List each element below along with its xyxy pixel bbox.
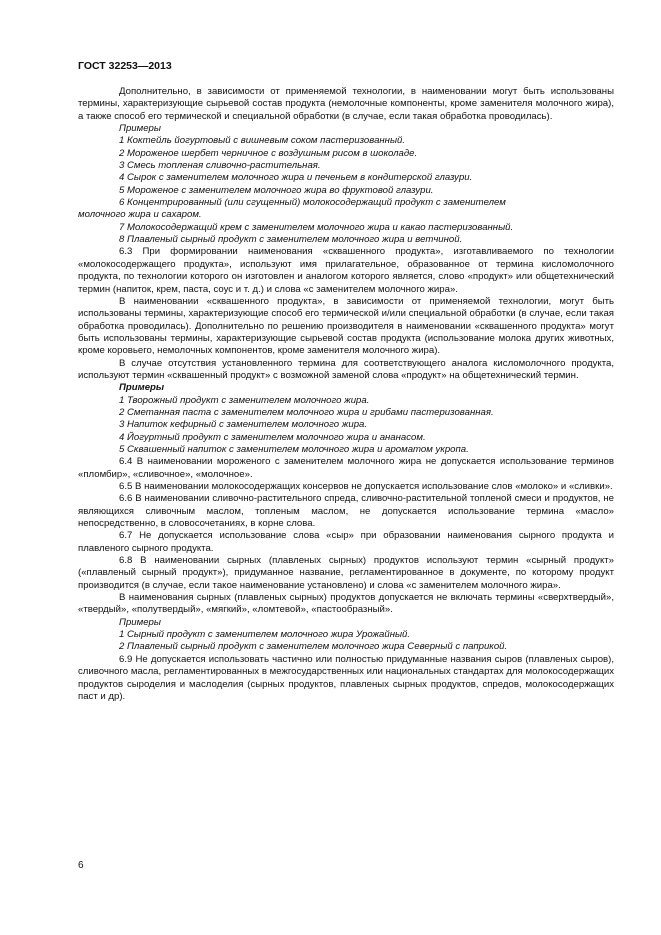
examples-label: Примеры <box>119 123 161 135</box>
clause-6-4: 6.4 В наименовании мороженого с заменителем молочного жира не допускается использование терминов «пломбир», «сливочное», «молочное». <box>78 456 614 480</box>
example-item: молочного жира и сахаром. <box>78 209 202 221</box>
clause-6-5: 6.5 В наименовании молокосодержащих консервов не допускается использование слов «молоко» и «сливки». <box>119 481 613 492</box>
paragraph-6-3-b: В наименовании «сквашенного продукта», в зависимости от применяемой технологии, могут быть использованы термины, характеризующие способ его термической и/или специальной обработки (в случае, если такая обработка проводилась). Дополнительно по решению производителя в наименовании «сквашенного продукта» могут быть использованы термины, характеризующие сырьевой состав продукта (использование молока других животных, кроме коровьего, немолочных компонентов, кроме заменителя молочного жира). <box>78 295 614 357</box>
document-header: ГОСТ 32253—2013 <box>78 60 172 72</box>
example-item: 2 Мороженое шербет черничное с воздушным рисом в шоколаде. <box>119 147 418 159</box>
clause-6-7: 6.7 Не допускается использование слова «сыр» при образовании наименования сырного продукта и плавленого сырного продукта. <box>78 530 614 554</box>
example-item: 8 Плавленый сырный продукт с заменителем молочного жира и ветчиной. <box>119 234 463 246</box>
example-item: 1 Коктейль йогуртовый с вишневым соком пастеризованный. <box>119 135 406 147</box>
example-item: 5 Сквашенный напиток с заменителем молочного жира и ароматом укропа. <box>119 443 469 455</box>
paragraph-6-3-c: В случае отсутствия установленного термина для соответствующего аналога кисломолочного продукта, используют термин «сквашенный продукт» с возможной заменой слова «продукт» на общетехнический термин. <box>78 357 614 381</box>
examples-label: Примеры <box>119 382 165 394</box>
clause-6-3: 6.3 При формировании наименования «сквашенного продукта», изготавливаемого по технологии «молокосодержащего продукта», используют имя прилагательное, образованное от термина кисломолочного продукта, по технологии которого он изготовлен и аналогом которого является, слово «продукт» или общетехнический термин (напиток, крем, паста, соус и т. д.) и слова «с заменителем молочного жира». <box>78 246 614 295</box>
example-item: 6 Концентрированный (или сгущенный) молокосодержащий продукт с заменителем <box>119 197 506 209</box>
paragraph-6-8-b: В наименования сырных (плавленых сырных) продуктов допускается не включать термины «сверхтвердый», «твердый», «полутвердый», «мягкий», «ломтевой», «пастообразный». <box>78 592 614 616</box>
example-item: 2 Сметанная паста с заменителем молочного жира и грибами пастеризованная. <box>119 406 494 418</box>
clause-6-9: 6.9 Не допускается использовать частично или полностью придуманные названия сыров (плавленых сыров), сливочного масла, регламентированных в межгосударственных или национальных стандартах для молокосодержащих продуктов сыроделия и маслоделия (сырных продуктов, плавленых сырных продуктов, спредов, молокосодержащих паст и др). <box>78 653 614 702</box>
example-item: 4 Йогуртный продукт с заменителем молочного жира и ананасом. <box>119 431 426 443</box>
example-item: 1 Творожный продукт с заменителем молочного жира. <box>119 394 370 406</box>
example-item: 2 Плавленый сырный продукт с заменителем молочного жира Северный с паприкой. <box>119 641 508 653</box>
page-number: 6 <box>78 860 84 871</box>
clause-6-8: 6.8 В наименовании сырных (плавленых сырных) продуктов используют термин «сырный продукт» («плавленый сырный продукт»), придуманное название, регламентированное в документе, по которому продукт производится (в случае, если такое наименование установлено) и слова «с заменителем молочного жира». <box>78 555 614 591</box>
example-item: 7 Молокосодержащий крем с заменителем молочного жира и какао пастеризованный. <box>119 221 514 233</box>
paragraph-intro: Дополнительно, в зависимости от применяемой технологии, в наименовании могут быть использованы термины, характеризующие сырьевой состав продукта (немолочные компоненты, кроме заменителя молочного жира), а также способ его термической и специальной обработки (в случае, если такая обработка проводилась). <box>78 86 614 122</box>
clause-6-6: 6.6 В наименовании сливочно-растительного спреда, сливочно-растительной топленой смеси и продуктов, не являющихся сливочным маслом, топленым маслом, не допускается использование термина «масло» непосредственно, в словосочетаниях, в корне слова. <box>78 493 614 530</box>
example-item: 3 Смесь топленая сливочно-растительная. <box>119 160 321 172</box>
example-item: 1 Сырный продукт с заменителем молочного жира Урожайный. <box>119 629 411 641</box>
example-item: 4 Сырок с заменителем молочного жира и печеньем в кондитерской глазури. <box>119 172 473 184</box>
examples-label: Примеры <box>119 616 161 628</box>
example-item: 3 Напиток кефирный с заменителем молочного жира. <box>119 419 368 431</box>
example-item: 5 Мороженое с заменителем молочного жира во фруктовой глазури. <box>119 184 434 196</box>
document-body <box>78 86 614 703</box>
